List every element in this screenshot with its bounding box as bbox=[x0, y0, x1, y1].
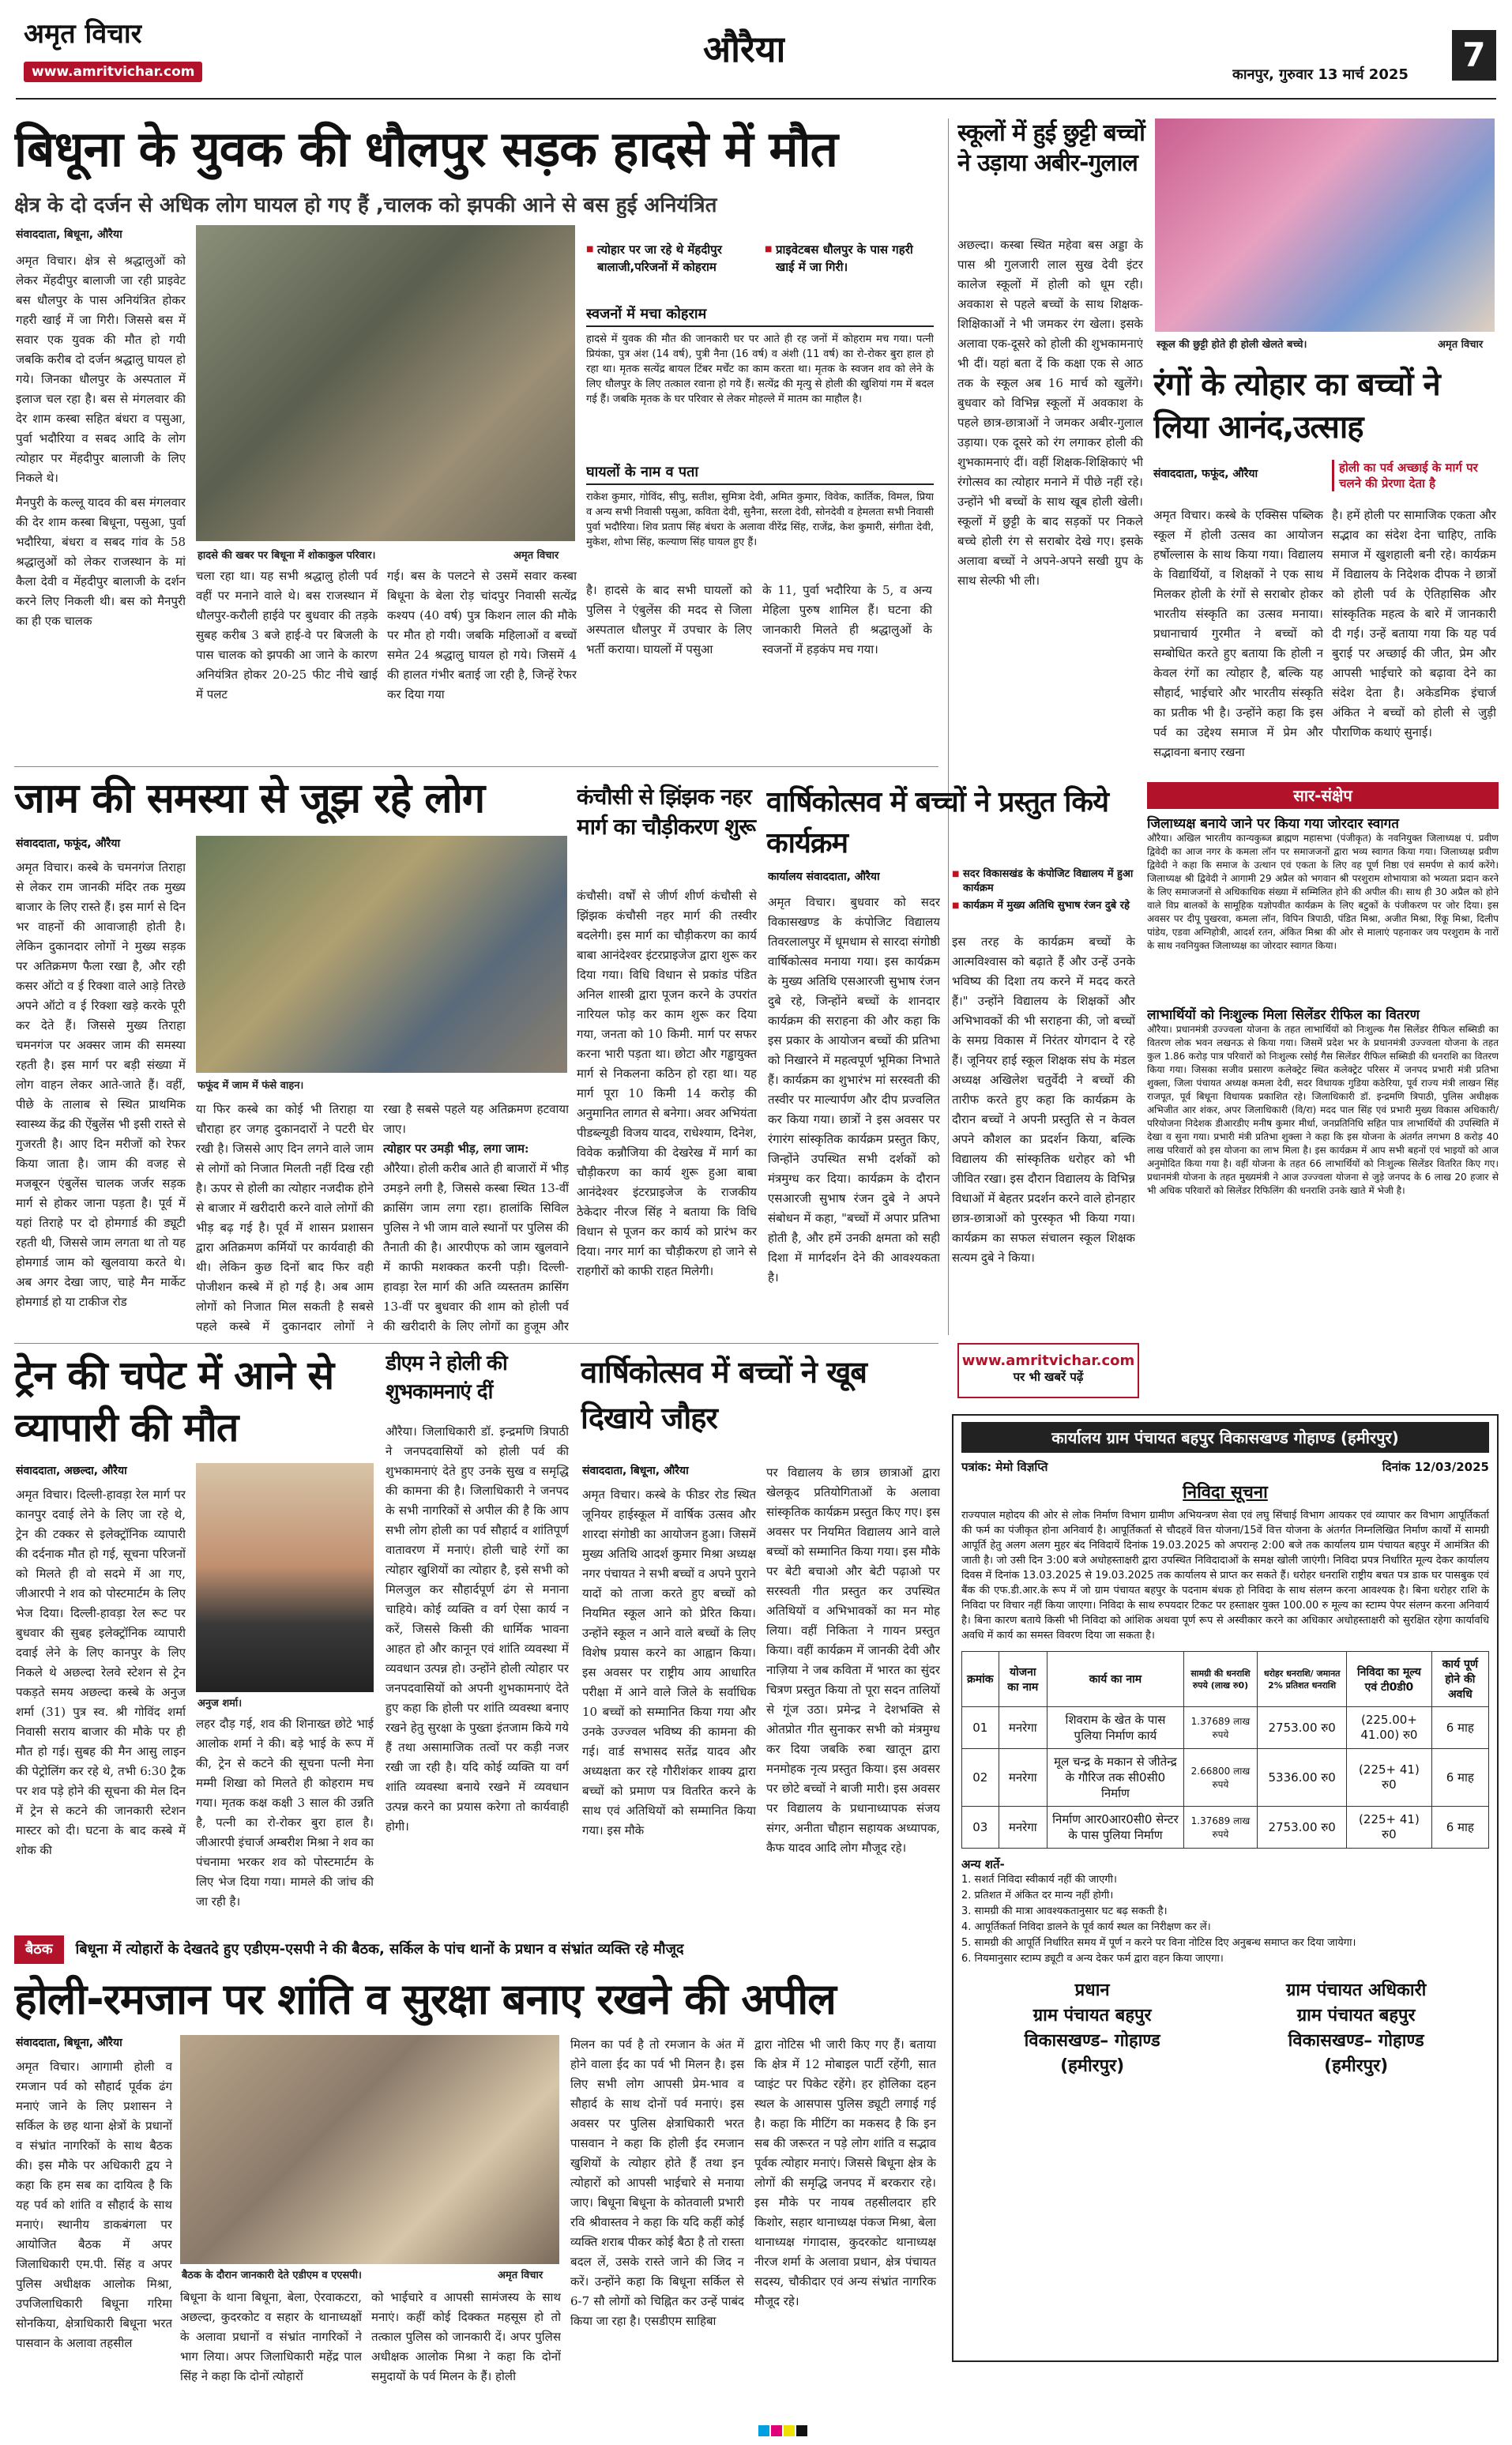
lead-box-relatives bbox=[586, 304, 934, 431]
registration-mark bbox=[784, 2425, 795, 2436]
table-row bbox=[962, 1707, 1489, 1749]
annual2-col2: पर विद्यालय के छात्र छात्राओं द्वारा खेलकूद प्रतियोगिताओं के अलावा सांस्कृतिक कार्यक्रम प्रस्तुत किए गए। इस अवसर पर नियमित विद्यालय आने वाले बच्चों को सम्मानित किया गया। इस मौके पर बेटी बचाओ और बेटी पढ़ाओ पर सरस्वती गीत प्रस्तुत कर उपस्थित अतिथियों व अभिभावकों का मन मोह लिया। वहीं निकिता ने गायन प्रस्तुत किया। वहीं कार्यक्रम में जानकी देवी और नाज़िया ने जब कविता में भारत का सुंदर चित्रण प्रस्तुत किया तो पूरा सदन तालियों से गूंज उठा। प्रमेन्द्र ने देशभक्ति से ओतप्रोत गीत सुनाकर सभी को मंत्रमुग्ध कर दिया जबकि रुबा खातून द्वारा मनमोहक नृत्य प्रस्तुत किया। इस अवसर पर छोटे बच्चों ने बाजी मारी। इस अवसर पर विद्यालय के प्रधानाध्यापक संजय संगर, अनीता चौहान सहायक अध्यापक, कैफ यादव आदि लोग मौजूद रहे। bbox=[766, 1465, 940, 1855]
box-injured-text: राकेश कुमार, गोविंद, सीपु, सतीश, सुमित्रा देवी, अमित कुमार, विवेक, कार्तिक, विमल, प्रिया व अन्य सभी निवासी पसुआ, कविता देवी, सुनैना, सरला देवी, सोनदेवी व हेमलता सभी निवासी पुर्वा भदौरिया। शिव प्रताप सिंह बंधरा के अलावा वीरेंद्र सिंह, राजेंद्र, केश कुमारी, संगीता देवी, मुकेश, शोभा सिंह, कल्याण सिंह घायल हुए हैं। bbox=[586, 491, 934, 548]
jam-headline: जाम की समस्या से जूझ रहे लोग bbox=[14, 775, 485, 822]
annual1-col1: अमृत विचार। बुधवार को सदर विकासखण्ड के कंपोजिट विद्यालय तिवरलालपुर में धूमधाम से सारदा संगोष्ठी वार्षिकोत्सव मनाया गया। इस कार्यक्रम के मुख्य अतिथि एसआरजी सुभाष रंजन दुबे रहे, जिन्होंने बच्चों के शानदार कार्यक्रम की सराहना की और कहा कि इस प्रकार के आयोजन बच्चों की प्रतिभा को निखारने में महत्वपूर्ण भूमिका निभाते हैं। कार्यक्रम का शुभारंभ मां सरस्वती की तस्वीर पर माल्यार्पण और दीप प्रज्वलित कर किया गया। छात्रों ने इस अवसर पर रंगारंग सांस्कृतिक कार्यक्रम प्रस्तुत किए, जिन्होंने उपस्थित सभी दर्शकों को मंत्रमुग्ध कर दिया। कार्यक्रम के दौरान एसआरजी सुभाष रंजन दुबे ने अपने संबोधन में कहा, "बच्चों में अपार प्रतिभा होती है, और हमें उनकी क्षमता को सही दिशा में मार्गदर्शन देने की आवश्यकता है। bbox=[768, 895, 940, 1285]
box-relatives-title: स्वजनों में मचा कोहराम bbox=[586, 304, 934, 327]
table-cell: 01 bbox=[962, 1707, 999, 1749]
jam-col3b: औरैया। होली करीब आते ही बाजारों में भीड़ उमड़ने लगी है, जिससे कस्बा स्थित 13-वीं क्रासिंग जाम लगा रहा। हालांकि सिविल पुलिस ने भी जाम वाले स्थानों पर पुलिस की तैनाती की है। आरपीएफ को जाम खुलवाने में काफी मशक्कत करनी पड़ी। दिल्ली-हावड़ा रेल मार्ग की अति व्यस्ततम क्रासिंग 13-वीं पर बुधवार की शाम को होली पर्व की खरीदारी के लिए लोगों का हुजूम और bbox=[383, 1161, 569, 1333]
meeting-kicker: बिधूना में त्योहारों के देखतदे हुए एडीएम-एसपी ने की बैठक, सर्किल के पांच थानों के प्रधान व संभ्रांत व्यक्ति रहे मौजूद bbox=[75, 1941, 684, 1958]
dateline: कानपुर, गुरुवार 13 मार्च 2025 bbox=[1232, 66, 1409, 83]
sign-line: (हमीरपुर) bbox=[1324, 2056, 1389, 2076]
annual2-byline: संवाददाता, बिधूना, औरैया bbox=[582, 1465, 689, 1477]
canal-text: कंचौसी। वर्षों से जीर्ण शीर्ण कंचौसी से झिंझक कंचौसी नहर मार्ग की तस्वीर बदलेगी। इस मार्ग का चौड़ीकरण का कार्य बाबा आनंदेश्वर इंटरप्राइजेज द्वारा शुरू कर दिया गया। विधि विधान से प्रकांड पंडित अनिल शास्त्री द्वारा पूजन करने के उपरांत नारियल फोड़ कर काम शुरू कर दिया गया, जनता को 10 किमी. मार्ग पर सफर करना भारी पड़ता था। छोटा और गड्ढायुक्त मार्ग से निकलना कठिन हो रहा था। यह मार्ग पूरा 10 किमी 14 करोड़ की अनुमानित लागत से बनेगा। अवर अभियंता पीडब्ल्यूडी विजय यादव, राधेश्याम, दिनेश, विवेक कन्नौजिया की देखरेख में मार्ग का चौड़ीकरण का कार्य शुरू हुआ बाबा आनंदेश्वर इंटरप्राइजेज के राजकीय ठेकेदार नीरज सिंह ने बताया कि विधि विधान से पूजन कर कार्य को प्रारंभ कर दिया। नगर मार्ग का चौड़ीकरण हो जाने से राहगीरों को काफी राहत मिलेगी। bbox=[577, 889, 757, 1278]
meeting-photo-caption: बैठक के दौरान जानकारी देते एडीएम व एएसपी। bbox=[182, 2270, 362, 2281]
colors-pullquote: होली का पर्व अच्छाई के मार्ग पर चलने की प्रेरणा देता है bbox=[1332, 460, 1496, 491]
sign-line: विकासखण्ड– गोहाण्ड bbox=[1024, 2031, 1160, 2051]
tender-conditions-title: अन्य शर्ते- bbox=[961, 1857, 1005, 1871]
table-cell: 6 माह bbox=[1431, 1807, 1488, 1849]
holi-school-photo bbox=[1155, 118, 1495, 332]
table-cell: मूल चन्द्र के मकान से जीतेन्द्र के गौरिज तक सी0सी0 निर्माण bbox=[1047, 1749, 1184, 1807]
lead-col2: चला रहा था। यह सभी श्रद्धालु होली पर्व वहीं पर मनाने वाले थे। बस राजस्थान में धौलपुर-करौली हाईवे पर बुधवार की तड़के सुबह करीब 3 बजे हाई-वे पर बिजली के पास चालक को झपकी आ जाने के कारण अनियंत्रित होकर 20-25 फीट नीचे खाई में पलट bbox=[196, 569, 378, 702]
table-cell: मनरेगा bbox=[999, 1707, 1047, 1749]
tender-col-duration: कार्य पूर्ण होने की अवधि bbox=[1431, 1652, 1488, 1707]
registration-mark bbox=[796, 2425, 807, 2436]
lead-col1b: मैनपुरी के कल्लू यादव की बस मंगलवार की देर शाम कस्बा बिधूना, पसुआ, पुर्वा भदौरिया, बंधरा व सबद गांव के 58 श्रद्धालुओं को लेकर राजस्थान के मां कैला देवी व मेंहदीपुर बालाजी के दर्शन करने लिए निकली थी। बस को मैनपुरी का ही एक चालक bbox=[16, 495, 186, 628]
annual2-col1: अमृत विचार। कस्बे के फीडर रोड स्थित जूनियर हाईस्कूल में वार्षिक उत्सव और शारदा संगोष्ठी का आयोजन हुआ। जिसमें मुख्य अतिथि आदर्श कुमार मिश्रा अध्यक्ष नगर पंचायत ने सभी बच्चों व अपने पुराने यादों को ताजा करते हुए बच्चों को नियमित स्कूल आने को प्रेरित किया। उन्होंने स्कूल न आने वाले बच्चों के लिए विशेष प्रयास करने का आह्वान किया। इस अवसर पर राष्ट्रीय आय आधारित परीक्षा में आने वाले जिले के सर्वाधिक 10 बच्चों को सम्मानित किया गया और उनके उज्ज्वल भविष्य की कामना की गई। वार्ड सभासद सतेंद्र यादव और अध्यक्षता कर रहे गौरीशंकर शाक्य द्वारा बच्चों को प्रमाण पत्र वितरित करने के साथ एवं अतिथियों को सम्मानित किया गया। इस मौके bbox=[582, 1488, 756, 1838]
jam-byline: संवाददाता, फफूंद, औरैया bbox=[16, 837, 121, 850]
table-cell: (225+ 41) रु0 bbox=[1347, 1807, 1431, 1849]
table-cell: 6 माह bbox=[1431, 1749, 1488, 1807]
table-cell: 6 माह bbox=[1431, 1707, 1488, 1749]
lead-bullets bbox=[586, 241, 934, 288]
table-cell: 02 bbox=[962, 1749, 999, 1807]
lead-col3: गई। बस के पलटने से उसमें सवार कस्बा बिधूना के बेला रोड़ चांदपुर निवासी सत्येंद्र कश्यप (40 वर्ष) पुत्र किशन लाल की मौके पर मौत हो गयी। जबकि महिलाओं व बच्चों समेत 24 श्रद्धालु घायल हो गये। जिसमें 4 की हालत गंभीर बताई जा रही है, जिन्हें रेफर कर दिया गया bbox=[387, 569, 577, 702]
condition-item: 3. सामग्री की मात्रा आवश्यकतानुसार घट बढ़ सकती है। bbox=[961, 1905, 1168, 1917]
jam-photo bbox=[196, 836, 567, 1073]
table-cell: 2.66800 लाख रुपये bbox=[1183, 1749, 1257, 1807]
table-row bbox=[962, 1749, 1489, 1807]
meeting-photo-credit: अमृत विचार bbox=[498, 2270, 543, 2281]
masthead bbox=[0, 0, 1512, 103]
dm-text: औरैया। जिलाधिकारी डॉ. इन्द्रमणि त्रिपाठी ने जनपदवासियों को होली पर्व की शुभकामनाएं देते हुए उनके सुख व समृद्धि की कामना की है। जिलाधिकारी ने जनपद के सभी नागरिकों से अपील की है कि आप सभी लोग होली का पर्व सौहार्द व शांतिपूर्ण वातावरण में मनाएं। होली चाहे रंगों का त्योहार खुशियों का त्योहार है, इसे सभी को मिलजुल कर सौहार्दपूर्ण ढंग से मनाना चाहिये। कोई व्यक्ति व वर्ग ऐसा कार्य न करें, जिससे किसी की धार्मिक भावना आहत हो और कानून एवं शांति व्यवस्था में व्यवधान उत्पन्न हो। उन्होंने होली त्योहार पर जनपदवासियों को अपनी शुभकामनाएं देते हुए कहा कि होली पर शांति व्यवस्था बनाए रखने हेतु सुरक्षा के पुख्ता इंतजाम किये गये हैं तथा असामाजिक तत्वों पर कड़ी नजर रखी जा रही है। यदि कोई व्यक्ति या वर्ग शांति व्यवस्था बनाये रखने में व्यवधान उत्पन्न करने का प्रयास करेगा तो कार्यवाही होगी। bbox=[386, 1424, 569, 1834]
lead-photo-credit: अमृत विचार bbox=[513, 550, 559, 562]
colors-byline: संवाददाता, फफूंद, औरैया bbox=[1153, 468, 1258, 480]
website-promo-tagline: पर भी खबरें पढ़ें bbox=[1013, 1370, 1084, 1384]
lead-byline: संवाददाता, बिधूना, औरैया bbox=[16, 228, 122, 241]
train-photo-caption: अनुज शर्मा। bbox=[197, 1698, 243, 1710]
colors-headline: रंगों के त्योहार का बच्चों ने लिया आनंद,उत्साह bbox=[1153, 367, 1440, 446]
table-cell: 03 bbox=[962, 1807, 999, 1849]
tender-col-deposit: धरोहर धनराशि/ जमानत 2% प्रतिशत धनराशि bbox=[1258, 1652, 1347, 1707]
tender-col-fee: निविदा का मूल्य एवं टी0डी0 bbox=[1347, 1652, 1431, 1707]
tender-table-header bbox=[962, 1652, 1489, 1707]
jam-subhead: त्योहार पर उमड़ी भीड़, लगा जाम: bbox=[383, 1142, 529, 1156]
table-cell: शिवराम के खेत के पास पुलिया निर्माण कार्य bbox=[1047, 1707, 1184, 1749]
tender-col-serial: क्रमांक bbox=[962, 1652, 999, 1707]
train-col1: अमृत विचार। दिल्ली-हावड़ा रेल मार्ग पर कानपुर दवाई लेने के लिए जा रहे थे, ट्रेन की टक्कर से इलेक्ट्रॉनिक व्यापारी की दर्दनाक मौत हो गई, सूचना परिजनों को मिलते ही वो सदमे में आ गए, जीआरपी ने शव को पोस्टमार्टम के लिए भेज दिया। दिल्ली-हावड़ा रेल रूट पर बुधवार की सुबह इलेक्ट्रॉनिक व्यापारी दवाई लेने के लिए कानपुर के लिए निकले थे अछल्दा रेलवे स्टेशन से ट्रेन पकड़ते समय अछल्दा कस्बे के अनुज शर्मा (31) पुत्र स्व. श्री गोविंद शर्मा निवासी सराय बाजार की मौके पर ही मौत हो गई। सुबह की मैन आसु लाइन की पेट्रोलिंग कर रहे थे, तभी 6:30 ट्रैक पर शव पड़े होने की सूचना की मेल दिन में ट्रेन से कटने की जानकारी स्टेशन मास्टर को दी। घटना के बाद कस्बे में शोक की bbox=[16, 1488, 186, 1857]
signature-officer bbox=[1286, 1978, 1426, 2079]
train-headline: ट्रेन की चपेट में आने से व्यापारी की मौत bbox=[14, 1352, 334, 1450]
meeting-tag: बैठक bbox=[14, 1935, 64, 1964]
section-rule bbox=[14, 766, 938, 767]
jam-col1: अमृत विचार। कस्बे के चमनगंज तिराहा से लेकर राम जानकी मंदिर तक मुख्य बाजार के लिए रास्ते हैं। इस मार्ग से दिन भर वाहनों की आवाजाही होती है। लेकिन दुकानदार लोगों ने मुख्य सड़क पर अतिक्रमण फैला रखा है, और रही कसर ऑटो व ई रिक्शा वाले आड़े तिरछे अपने ऑटो व ई रिक्शा खड़े करके पूरी कर देते हैं। जिससे मुख्य तिराहा चमनगंज पर अक्सर जाम की समस्या रहती है। इस मार्ग पर बड़ी संख्या में लोग वाहन लेकर आते-जाते हैं। वहीं, पीछे के तालाब से स्थित प्राथमिक स्वास्थ्य केंद्र की ऐंबुलेंस भी इसी रास्ते से गुजरती है। आए दिन मरीजों को रेफर किया जाता है। जाम की वजह से मजबूरन एंबुलेंस चालक जर्जर सड़क मार्ग से होकर जाना पड़ता है। पूर्व में यहां तिराहे पर दो होमगार्ड की ड्यूटी रहती थी, जिससे जाम लगता था तो यह होमगार्ड जाम को खुलवाया करते थे। अब अगर देखा जाए, चाहे मैन मार्केट होमगार्ड हो या टाकीज रोड bbox=[16, 860, 186, 1309]
train-byline: संवाददाता, अछल्दा, औरैया bbox=[16, 1465, 127, 1477]
holi-school-headline: स्कूलों में हुई छुट्टी बच्चों ने उड़ाया अबीर-गुलाल bbox=[957, 119, 1145, 177]
holi-school-caption: स्कूल की छुट्टी होते ही होली खेलते बच्चे। bbox=[1157, 339, 1307, 351]
meeting-headline: होली-रमजान पर शांति व सुरक्षा बनाए रखने की अपील bbox=[14, 1974, 836, 2024]
masthead-rule bbox=[16, 98, 1496, 100]
table-cell: 5336.00 रु0 bbox=[1258, 1749, 1347, 1807]
lead-subhead: क्षेत्र के दो दर्जन से अधिक लोग घायल हो गए हैं ,चालक को झपकी आने से बस हुई अनियंत्रित bbox=[14, 194, 717, 217]
table-cell: 1.37689 लाख रुपये bbox=[1183, 1807, 1257, 1849]
table-cell: 2753.00 रु0 bbox=[1258, 1707, 1347, 1749]
colors-text1: अमृत विचार। कस्बे के एक्सिस पब्लिक स्कूल में होली उत्सव का आयोजन हर्षोल्लास के साथ किया गया। विद्यालय के विद्यार्थियों, व शिक्षकों ने एक साथ मिलकर होली के रंगों से सराबोर होकर भारतीय संस्कृति का उत्सव मनाया। प्रधानाचार्य गुरमीत ने बच्चों को सम्बोधित करते हुए बताया कि होली न केवल रंगों का त्योहार है, बल्कि यह सौहार्द, भाईचारे और भारतीय संस्कृति का प्रतीक भी है। उन्होंने कहा कि इस पर्व का उद्देश्य समाज में प्रेम और सद्भावना बनाए रखना bbox=[1153, 508, 1323, 759]
meeting-kicker-bar bbox=[14, 1935, 938, 1964]
condition-item: 5. सामग्री की आपूर्ति निर्धारित समय में पूर्ण न करने पर विना नोटिस दिए अनुबन्ध समाप्त कर दिया जायेगा। bbox=[961, 1937, 1356, 1949]
table-cell: मनरेगा bbox=[999, 1807, 1047, 1849]
table-cell: 2753.00 रु0 bbox=[1258, 1807, 1347, 1849]
website-promo-url[interactable]: www.amritvichar.com bbox=[961, 1352, 1135, 1369]
table-cell: (225+ 41) रु0 bbox=[1347, 1749, 1431, 1807]
tender-notice bbox=[952, 1414, 1499, 2362]
jam-col3: रखा है सबसे पहले यह अतिक्रमण हटवाया जाए। bbox=[383, 1102, 569, 1136]
tender-col-work: कार्य का नाम bbox=[1047, 1652, 1184, 1707]
signature-pradhan bbox=[1025, 1978, 1160, 2079]
holi-school-credit: अमृत विचार bbox=[1438, 339, 1484, 351]
lead-photo bbox=[196, 225, 575, 541]
table-cell: 1.37689 लाख रुपये bbox=[1183, 1707, 1257, 1749]
page-number: 7 bbox=[1452, 30, 1496, 81]
condition-item: 1. सशर्त निविदा स्वीकार्य नहीं की जाएगी। bbox=[961, 1874, 1117, 1886]
website-promo[interactable] bbox=[957, 1343, 1139, 1398]
box-relatives-text: हादसे में युवक की मौत की जानकारी घर पर आते ही रह जनों में कोहराम मच गया। पत्नी प्रियंका, पुत्र अंश (14 वर्ष), पुत्री नैना (16 वर्ष) व अंशी (11 वर्ष) का रो-रोकर बुरा हाल हो रहा था। मृतक सत्येंद्र बायल टिंबर मर्चेंट का काम करता था। मृतक के स्वजन शव को लेने के लिए धौलपुर के लिए तत्काल रवाना हो गये हैं। सत्येंद्र की मृत्यु से होली की खुशियां गम में बदल गई हैं। जबकि मृतक के घर परिवार से लेकर मोहल्ले में मातम का माहौल है। bbox=[586, 333, 934, 405]
table-row bbox=[962, 1807, 1489, 1849]
annual1-bullet-1: ■ सदर विकासखंड के कंपोजिट विद्यालय में हुआ कार्यक्रम bbox=[952, 867, 1134, 896]
annual1-col2: इस तरह के कार्यक्रम बच्चों के आत्मविश्वास को बढ़ाते हैं और उन्हें उनके भविष्य की दिशा तय करने में मदद करते हैं।" उन्होंने विद्यालय के शिक्षकों और अभिभावकों की भी सराहना की, जो बच्चों के समग्र विकास में निरंतर योगदान दे रहे हैं। जूनियर हाई स्कूल शिक्षक संघ के मंडल अध्यक्ष अखिलेश चतुर्वेदी ने बच्चों की तारीफ करते हुए कहा कि कार्यक्रम के दौरान बच्चों ने अपनी प्रस्तुति से न केवल अपने कौशल का प्रदर्शन किया, बल्कि विद्यालय की सांस्कृतिक धरोहर को भी जीवित रखा। इस दौरान विद्यालय के विभिन्न विधाओं में बेहतर प्रदर्शन करने वाले होनहार छात्र-छात्राओं को पुरस्कृत भी किया गया। कार्यक्रम का सफल संचालन स्कूल शिक्षक सत्यम दुबे ने किया। bbox=[952, 935, 1135, 1265]
lead-col4: है। हादसे के बाद सभी घायलों को पुलिस ने एंबुलेंस की मदद से जिला अस्पताल धौलपुर में उपचार के लिए भर्ती कराया। घायलों में पसुआ bbox=[586, 583, 752, 656]
sign-line: प्रधान bbox=[1074, 1980, 1110, 2000]
jam-col2: या फिर कस्बे का कोई भी तिराहा या चौराहा हर जगह दुकानदारों ने पटरी घेर रखी है। जिससे आए दिन लगने वाले जाम से लोगों को निजात मिलती नहीं दिख रही है। ऊपर से होली का त्योहार नजदीक होने से बाजार में खरीदारी करने वाले लोगों की भीड़ बढ़ गई है। पूर्व में शासन प्रशासन द्वारा अतिक्रमण कर्मियों पर कार्यवाही की थी। लेकिन कुछ दिनों बाद फिर वही पोजीशन कस्बे में हो गई है। अब आम लोगों को निजात मिल सकती है सबसे पहले कस्बे में दुकानदार लोगों ने bbox=[196, 1102, 374, 1333]
annual1-bullet-2: ■ कार्यक्रम में मुख्य अतिथि सुभाष रंजन दुबे रहे bbox=[952, 899, 1134, 913]
tender-col-scheme: योजना का नाम bbox=[999, 1652, 1047, 1707]
annual1-byline: कार्यालय संवाददाता, औरैया bbox=[768, 871, 880, 883]
colors-text2: है। हमें होली पर सामाजिक एकता और सद्भाव का संदेश देना चाहिए, ताकि समाज में खुशहाली बनी रहे। कार्यक्रम में विद्यालय के निदेशक दीपक ने छात्रों को होली पर्व के ऐतिहासिक और सांस्कृतिक महत्व के बारे में जानकारी दी गई। उन्हें बताया गया कि यह पर्व बुराई पर अच्छाई की जीत, प्रेम और आपसी भाईचारे को बढ़ावा देने का संदेश देता है। अकेडमिक इंचार्ज अंकित ने बच्चों को होली से जुड़ी पौराणिक कथाएं सुनाई। bbox=[1332, 508, 1496, 739]
lead-headline: बिधूना के युवक की धौलपुर सड़क हादसे में मौत bbox=[14, 120, 837, 178]
condition-item: 2. प्रतिशत में अंकित दर मान्य नहीं होगी। bbox=[961, 1890, 1114, 1901]
annual1-bullets bbox=[952, 867, 1134, 916]
brand-logo: अमृत विचार bbox=[24, 18, 142, 50]
lead-bullet-1: ■ त्योहार पर जा रहे थे मेंहदीपुर बालाजी,परिजनों में कोहराम bbox=[586, 241, 752, 276]
train-photo bbox=[196, 1463, 374, 1692]
table-cell: (225.00+ 41.00) रु0 bbox=[1347, 1707, 1431, 1749]
saar-box bbox=[1147, 782, 1499, 1256]
meeting-photo bbox=[180, 2035, 559, 2264]
lead-box-injured bbox=[586, 462, 934, 565]
tender-conditions bbox=[961, 1872, 1489, 1967]
table-cell: निर्माण आर0आर0सी0 सेन्टर के पास पुलिया निर्माण bbox=[1047, 1807, 1184, 1849]
tender-body: राज्यपाल महोदय की ओर से लोक निर्माण विभाग ग्रामीण अभियन्त्रण सेवा एवं लघु सिंचाई विभाग आयकर एवं व्यापार कर विभाग आपूर्तिकर्ता की फर्म का पंजीकृत होना अनिवार्य है। आपूर्तिकर्ता से चौदहवें वित्त योजना/15वें वित्त योजना के अंतर्गत निम्नलिखित निर्माण कार्यों में सामग्री आपूर्ति हेतु अलग अलग मुहर बंद निविदायें दिनांक 19.03.2025 को अपरान्ह 2:00 बजे तक कार्यालय ग्राम पंचायत बहपुर में आमंत्रित की जाती है। जो उसी दिन 3:00 बजे अधोहस्ताक्षरी द्वारा उपस्थित निविदादाओं के समक्ष खोली जाएंगी। निविदा प्रपत्र निर्धारित मूल्य देकर कार्यालय दिवस में दिनांक 13.03.2025 से 19.03.2025 तक कार्यालय से प्राप्त कर सकते हैं। धरोहर धनराशि राष्ट्रीय बचत पत्र डाक घर पासबुक एवं बैंक की एफ.डी.आर.के रूप में जो ग्राम पंचायत बहपुर के पदनाम बंधक हो निविदा के साथ संलग्न करना आवश्यक है। बिना धरोहर राशि के निविदा पर विचार नहीं किया जाएगा। निविदा के साथ रुपयदार टिकट पर हस्ताक्षर युक्त 100.00 रु मूल्य का स्टाम्प पेपर संलग्न करना अनिवार्य है। बिना कारण बताये किसी भी निविदा को आंशिक अथवा पूर्ण रूप से अस्वीकार करने का अधिकार अधोहस्ताक्षरी को सुरक्षित रहेगा कार्यावधि अवधि में कार्य का समस्त विवरण दिया जा सकता है। bbox=[961, 1510, 1489, 1642]
lead-col1: अमृत विचार। क्षेत्र से श्रद्धालुओं को लेकर मेंहदीपुर बालाजी जा रही प्राइवेट बस धौलपुर के पास अनियंत्रित होकर गहरी खाई में जा गिरी। जिससे बस में सवार एक युवक की मौत हो गयी जबकि करीब दो दर्जन श्रद्धालु घायल हो गये। जिनका धौलपुर के अस्पताल में इलाज चल रहा है। बस से मंगलवार की देर शाम कस्बा सहित बंधरा व पसुआ, पुर्वा भदौरिया व सबद आदि के लोग त्योहार पर मेंहदीपुर बालाजी के लिए निकले थे। bbox=[16, 254, 186, 485]
tender-col-amount: सामग्री की धनराशि रुपये (लाख रु0) bbox=[1183, 1652, 1257, 1707]
meeting-col4: मिलन का पर्व है तो रमजान के अंत में होने वाला ईद का पर्व भी मिलन है। इस लिए सभी लोग आपसी प्रेम-भाव व सौहार्द के साथ दोनों पर्व मनाएं। इस अवसर पर पुलिस क्षेत्राधिकारी भरत पासवान ने कहा कि होली ईद रमजान खुशियों के त्योहार होते हैं तथा इन त्योहारों को आपसी भाईचारे से मनाया जाए। बिधूना बिधूना के कोतवाली प्रभारी रवि श्रीवास्तव ने कहा कि यदि कहीं कोई व्यक्ति शराब पीकर कोई बैठा है तो रास्ता बदल लें, उसके रास्ते जाने की जिद न करें। उन्होंने कहा कि बिधूना सर्किल से 6-7 सौ लोगों को चिह्नित कर उन्हें पाबंद किया जा रहा है। एसडीएम साहिबा bbox=[570, 2037, 744, 2328]
lead-col5: के 11, पुर्वा भदौरिया के 5, व अन्य मेहिला पुरुष शामिल हैं। घटना की जानकारी मिलते ही श्रद्धालुओं के स्वजनों में हड़कंप मच गया। bbox=[762, 583, 932, 656]
sign-line: (हमीरपुर) bbox=[1060, 2056, 1125, 2076]
annual1-headline: वार्षिकोत्सव में बच्चों ने प्रस्तुत किये कार्यक्रम bbox=[766, 786, 1108, 860]
saar-t2: औरैया। प्रधानमंत्री उज्ज्वला योजना के तहत लाभार्थियों को निःशुल्क गैस सिलेंडर रीफिल सब्सिडी का वितरण लोक भवन लखनऊ से किया गया। जिसमें प्रदेश भर के प्रधानमंत्री उज्ज्वला योजना के तहत कुल 1.86 करोड़ पात्र परिवारों को निःशुल्क रसोई गैस सिलेंडर रीफिल सब्सिडी की धनराशि का वितरण किया गया। जिसका सजीव प्रसारण कलेक्ट्रेट स्थित कलेक्ट्रेट परिसर में जनपद प्रभारी मंत्री प्रतिभा शुक्ला, जिला पंचायत अध्यक्ष कमला देवी, सदर विधायक गुडिया कठेरिया, पूर्व राज्य मंत्री लाखन सिंह राजपूत, पूर्व बिधूना विधायक प्रकाशित रहे। जिलाधिकारी डॉ. इन्द्रमणि त्रिपाठी, पुलिस अधीक्षक अभिजीत आर शंकर, अपर जिलाधिकारी (वि/रा) मदद पाल सिंह एवं प्रभारी मुख्य विकास अधिकारी/परियोजना निदेशक डीआरडीए मनीष कुमार मीर्धा, जनप्रतिनिधि सहित पात्र लाभार्थियों की उपस्थिति में देखा व सुना गया। प्रभारी मंत्री प्रतिभा शुक्ला ने कहा कि इस योजना के अंतर्गत लगभग 8 करोड़ 40 लाख परिवारों को इस योजना का लाभ मिला है। इस कार्यक्रम में आप सभी बहनों एवं भाइयों को आज अनुमोदित किया गया है। वहीं योजना के तहत 66 लाभार्थियों को निःशुल्क सिलेंडर वितरित किए गए। प्रधानमंत्री योजना के तहत मुख्यमंत्री ने आज उज्ज्वला योजना से जुड़े जनपद के 6 लाख 20 हजार से भी अधिक परिवारों को सिलेंडर रिफिलिंग की धनराशि उनके खाते में भेजी है। bbox=[1147, 1024, 1499, 1196]
site-url[interactable]: www.amritvichar.com bbox=[24, 62, 202, 82]
canal-headline: कंचौसी से झिंझक नहर मार्ग का चौड़ीकरण शुरू bbox=[577, 784, 756, 840]
condition-item: 6. नियमानुसार स्टाम्प ड्यूटी व अन्य देकर फर्म द्वारा वहन किया जाएगा। bbox=[961, 1953, 1224, 1965]
lead-bullet-2: ■ प्राइवेटबस धौलपुर के पास गहरी खाई में जा गिरी। bbox=[765, 241, 931, 276]
saar-t1: औरैया। अखिल भारतीय कान्यकुब्ज ब्राह्मण महासभा (पंजीकृत) के नवनियुक्त जिलाध्यक्ष पं. प्रवीण द्विवेदी का आज नगर के कमला लॉन पर समाजजनों द्वारा भव्य स्वागत किया गया। जिलाध्यक्ष प्रवीण द्विवेदी ने कहा कि समाज के उत्थान एवं एकता के लिए वह पूर्ण निष्ठा एवं समर्पण से कार्य करेंगे। जिलाध्यक्ष श्री द्विवेदी ने आगामी 29 अप्रैल को भगवान श्री परशुराम शोभायात्रा को भव्यता प्रदान करने के लिए समाजजनों से अधिकाधिक संख्या में सम्मिलित होने की अपील की। साथ ही 30 अप्रैल को होने वाले विप्र बालकों के सामूहिक यज्ञोपवीत कार्यक्रम के लिए बटुकों के पंजीकरण पर जोर दिया। इस अवसर पर दीपू पुखरवा, कमला लॉन, विपिन त्रिपाठी, पंडित मिश्रा, अजीत मिश्रा, रिंकू मिश्रा, दिलीप पांडेय, एडवा अग्निहोत्री, आदर्श रतन, अंकित मिश्रा की ओर से मालाएं पहनाकर जय परशुराम के नारों के साथ नवनियुक्त जिलाध्यक्ष का जोरदार स्वागत किया। bbox=[1147, 833, 1499, 951]
meeting-col2: बिधूना के थाना बिधूना, बेला, ऐरवाकटरा, अछल्दा, कुदरकोट व सहार के थानाध्यक्षों के अलावा प्रधानों व संभ्रांत नागरिकों ने भाग लिया। अपर जिलाधिकारी महेंद्र पाल सिंह ने कहा कि दोनों त्योहारों bbox=[180, 2290, 362, 2383]
lead-photo-caption: हादसे की खबर पर बिधूना में शोकाकुल परिवार। bbox=[197, 550, 376, 562]
tender-ref: पत्रांक: मेमो विज्ञप्ति bbox=[961, 1460, 1048, 1474]
saar-h2: लाभार्थियों को निःशुल्क मिला सिलेंडर रीफिल का वितरण bbox=[1147, 1007, 1420, 1023]
tender-date: दिनांक 12/03/2025 bbox=[1382, 1460, 1489, 1474]
holi-school-text: अछल्दा। कस्बा स्थित महेवा बस अड्डा के पास श्री गुलजारी लाल सुख देवी इंटर कालेज स्कूलों में होली को धूम रही। अवकाश से पहले बच्चों के साथ शिक्षक-शिक्षिकाओं ने भी जमकर रंग खेला। इसके अलावा एक-दूसरे को होली की शुभकामनाएं भी दीं। यहां बता दें कि कक्षा एक से आठ तक के स्कूल अब 16 मार्च को खुलेंगे। बुधवार को विभिन्न स्कूलों में अवकाश के पहले छात्र-छात्राओं ने जमकर अबीर-गुलाल उड़ाया। एक दूसरे को रंग लगाकर होली की शुभकामनाएं दीं। वहीं शिक्षक-शिक्षिकाएं भी रंगोत्सव का त्योहार मनाने में पीछे नहीं रहे। उन्होंने भी बच्चों के साथ खूब होली खेली। स्कूलों में छुट्टी के बाद सड़कों पर निकले बच्चे होली रंग से सराबोर देखे गए। इसके अलावा बच्चों ने अपने-अपने सखी ग्रुप के साथ सेल्फी भी ली। bbox=[957, 238, 1143, 588]
sign-line: ग्राम पंचायत बहपुर bbox=[1296, 2006, 1416, 2026]
col-divider bbox=[948, 118, 949, 1335]
tender-org: कार्यालय ग्राम पंचायत बहपुर विकासखण्ड गोहाण्ड (हमीरपुर) bbox=[961, 1422, 1489, 1453]
box-injured-title: घायलों के नाम व पता bbox=[586, 462, 934, 485]
meeting-col5: द्वारा नोटिस भी जारी किए गए हैं। बताया कि क्षेत्र में 12 मोबाइल पार्टी रहेंगी, सात प्वाइंट पर पिकेट रहेंगे। हर होलिका दहन स्थल के आसपास पुलिस ड्यूटी लगाई गई है। कहा कि मीटिंग का मकसद है कि इन सब की जरूरत न पड़े लोग शांति व सद्भाव पूर्वक त्योहार मनाएं। जिससे बिधूना क्षेत्र के लोगों की समृद्धि जनपद में बरकरार रहे। इस मौके पर नायब तहसीलदार हरि किशोर, सहार थानाध्यक्ष पंकज मिश्रा, बेला थानाध्यक्ष गंगादास, कुदरकोट थानाध्यक्ष नीरज शर्मा के अलावा प्रधान, क्षेत्र पंचायत सदस्य, चौकीदार एवं अन्य संभ्रांत नागरिक मौजूद रहे। bbox=[754, 2037, 936, 2308]
lead-body bbox=[16, 225, 940, 762]
dm-headline: डीएम ने होली की शुभकामनाएं दीं bbox=[386, 1352, 507, 1404]
meeting-byline: संवाददाता, बिधूना, औरैया bbox=[16, 2037, 122, 2049]
annual2-headline: वार्षिकोत्सव में बच्चों ने खूब दिखाये जौहर bbox=[581, 1355, 867, 1435]
table-cell: मनरेगा bbox=[999, 1749, 1047, 1807]
sign-line: ग्राम पंचायत अधिकारी bbox=[1285, 1980, 1427, 2000]
meeting-col1: अमृत विचार। आगामी होली व रमजान पर्व को सौहार्द पूर्वक ढंग मनाएं जाने के लिए प्रशासन ने सर्किल के छह थाना क्षेत्रों के प्रधानों व संभ्रांत नागरिकों के साथ बैठक की। इस मौके पर अधिकारी द्वय ने कहा कि हम सब का दायित्व है कि यह पर्व को शांति व सौहार्द के साथ मनाएं। स्थानीय डाकबंगला पर आयोजित बैठक में अपर जिलाधिकारी एम.पी. सिंह व अपर पुलिस अधीक्षक आलोक मिश्रा, उपजिलाधिकारी बिधूना गरिमा सोनकिया, क्षेत्राधिकारी बिधूना भरत पासवान के अलावा तहसील bbox=[16, 2059, 172, 2350]
train-col2: लहर दौड़ गई, शव की शिनाख्त छोटे भाई आलोक शर्मा ने की। बड़े भाई के रूप में की, ट्रेन से कटने की सूचना पत्नी मेना मम्मी शिखा को मिलते ही कोहराम मच गया। मृतक कक्ष कक्षी 3 साल की उन्नति है, पत्नी का रो-रोकर बुरा हाल है। जीआरपी इंचार्ज अम्बरीश मिश्रा ने शव का पंचनामा भरकर शव को पोस्टमार्टम के लिए भेज दिया गया। मामले की जांच की जा रही है। bbox=[196, 1717, 374, 1909]
registration-mark bbox=[758, 2425, 769, 2436]
tender-title: निविदा सूचना bbox=[1183, 1483, 1268, 1503]
registration-mark bbox=[771, 2425, 782, 2436]
saar-h1: जिलाध्यक्ष बनाये जाने पर किया गया जोरदार स्वागत bbox=[1147, 816, 1399, 832]
jam-photo-caption: फफूंद में जाम में फंसे वाहन। bbox=[197, 1080, 304, 1092]
sign-line: ग्राम पंचायत बहपुर bbox=[1032, 2006, 1152, 2026]
condition-item: 4. आपूर्तिकर्ता निविदा डालने के पूर्व कार्य स्थल का निरीक्षण कर लें। bbox=[961, 1921, 1211, 1933]
tender-table bbox=[961, 1651, 1489, 1849]
sign-line: विकासखण्ड– गोहाण्ड bbox=[1288, 2031, 1424, 2051]
section-rule bbox=[14, 1343, 938, 1344]
section-name: औरैया bbox=[703, 28, 786, 70]
meeting-col3: को भाईचारे व आपसी सामंजस्य के साथ मनाएं। कहीं कोई दिक्कत महसूस हो तो तत्काल पुलिस को जानकारी दें। अपर पुलिस अधीक्षक आलोक मिश्रा ने कहा कि दोनों समुदायों के पर्व मिलन के हैं। होली bbox=[371, 2290, 561, 2383]
saar-title: सार-संक्षेप bbox=[1147, 782, 1499, 809]
